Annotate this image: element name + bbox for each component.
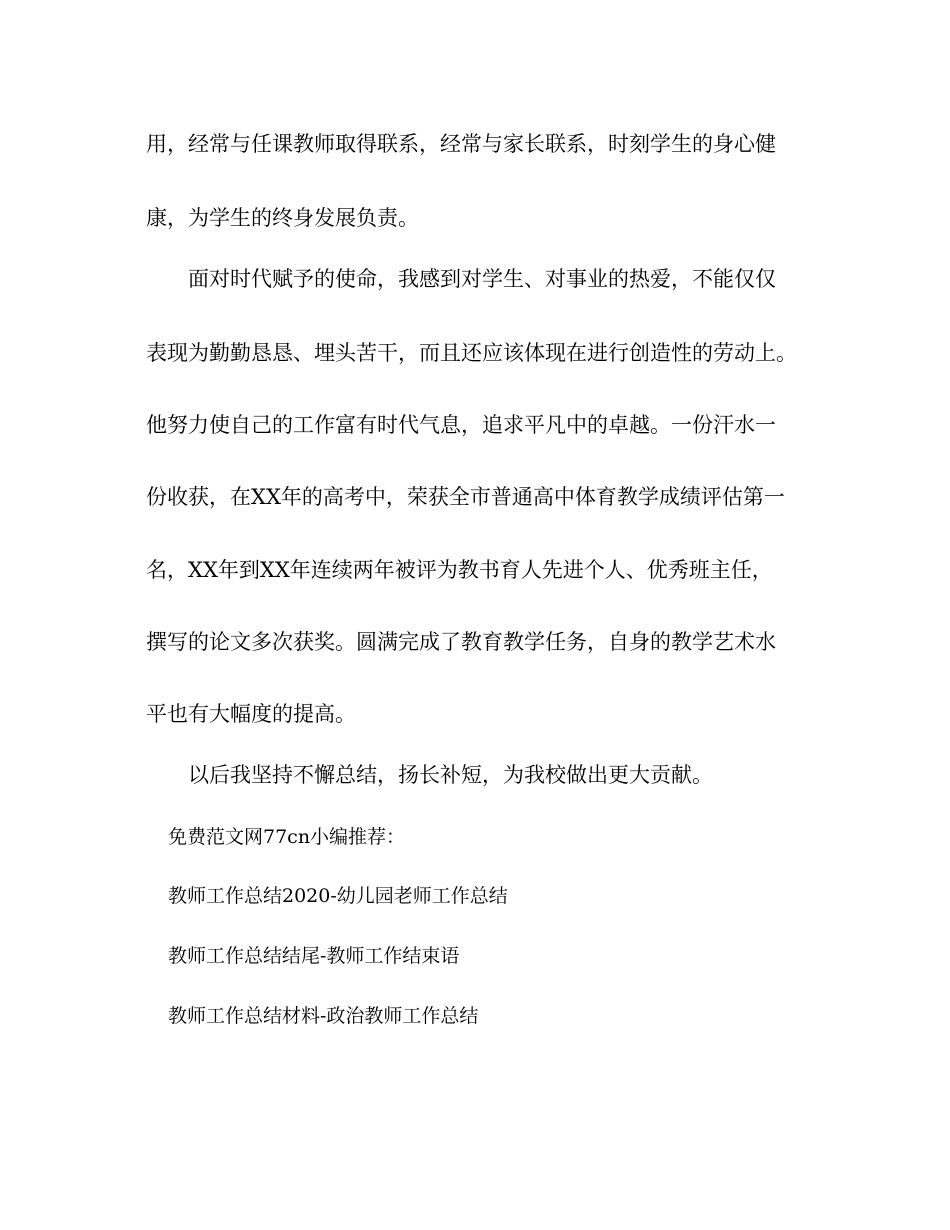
paragraph-line: 份收获，在XX年的高考中，荣获全市普通高中体育教学成绩评估第一 [146,485,785,509]
paragraph-line: 他努力使自己的工作富有时代气息，追求平凡中的卓越。一份汗水一 [146,413,776,437]
recommend-link[interactable]: 教师工作总结材料-政治教师工作总结 [168,1005,479,1027]
paragraph-line: 用，经常与任课教师取得联系，经常与家长联系，时刻学生的身心健 [146,132,776,156]
paragraph-line: 康，为学生的终身发展负责。 [146,206,419,230]
paragraph-line: 名，XX年到XX年连续两年被评为教书育人先进个人、优秀班主任， [146,558,773,582]
recommend-heading: 免费范文网77cn小编推荐： [168,826,406,848]
recommend-link[interactable]: 教师工作总结结尾-教师工作结束语 [168,945,460,967]
paragraph-line: 以后我坚持不懈总结，扬长补短，为我校做出更大贡献。 [188,763,713,787]
paragraph-line: 撰写的论文多次获奖。圆满完成了教育教学任务，自身的教学艺术水 [146,630,776,654]
paragraph-line: 面对时代赋予的使命，我感到对学生、对事业的热爱，不能仅仅 [188,267,776,291]
recommend-link[interactable]: 教师工作总结2020-幼儿园老师工作总结 [168,885,508,907]
paragraph-line: 平也有大幅度的提高。 [146,702,356,726]
paragraph-line: 表现为勤勤恳恳、埋头苦干，而且还应该体现在进行创造性的劳动上。 [146,341,797,365]
